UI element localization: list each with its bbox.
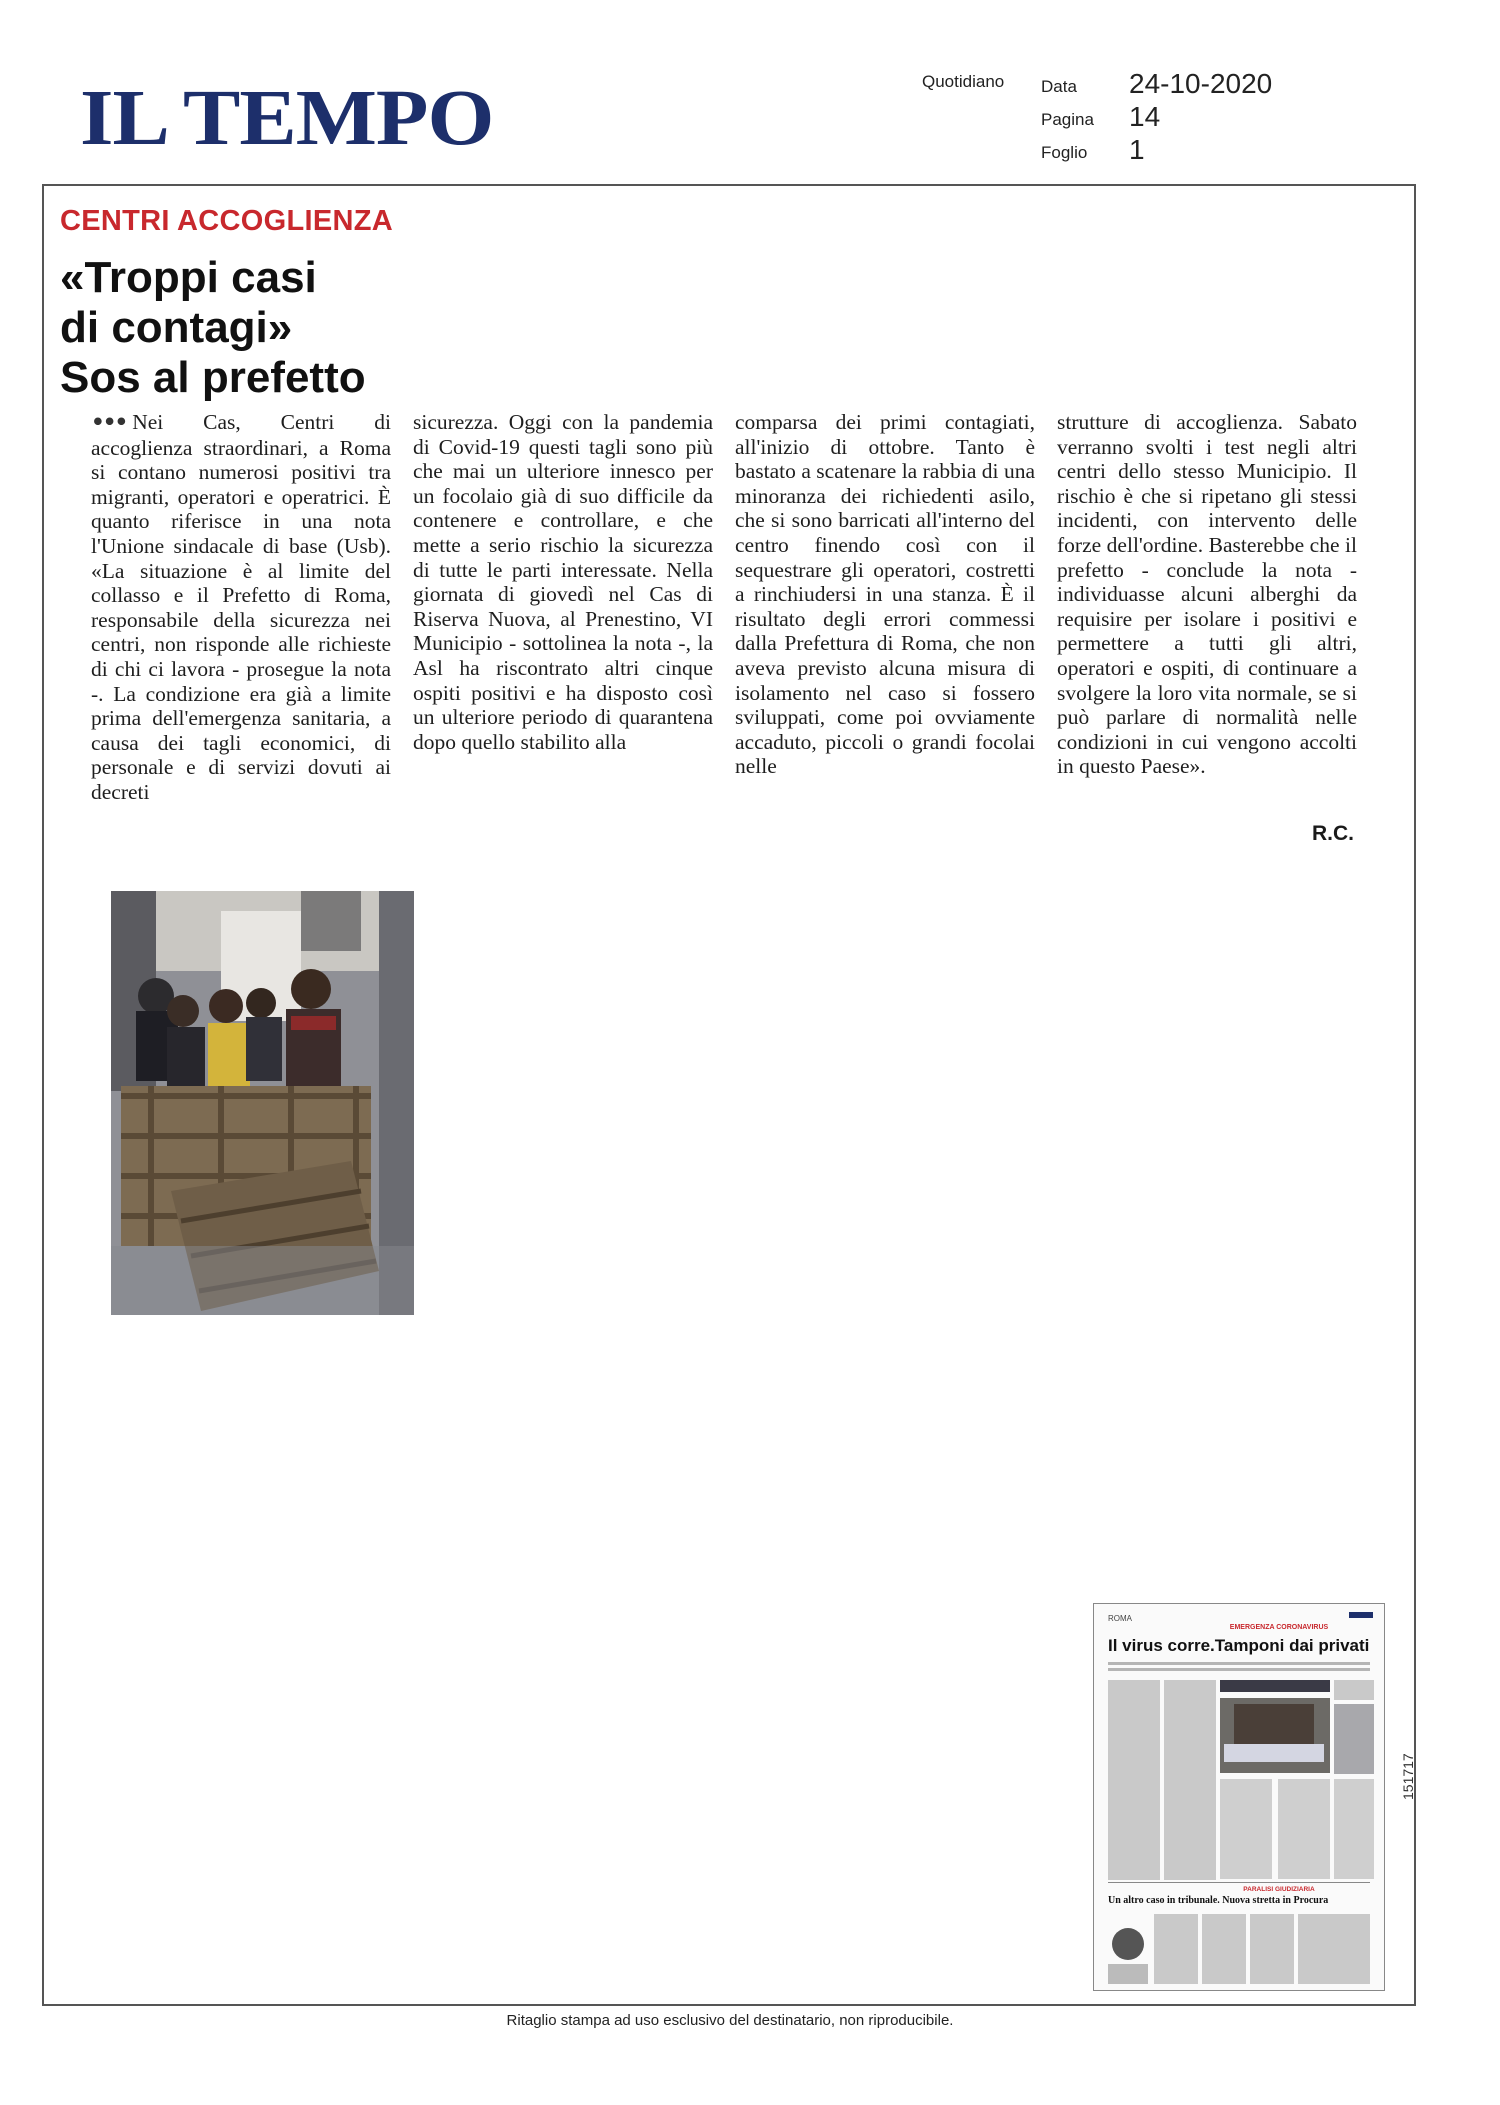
reproduction-notice: Ritaglio stampa ad uso esclusivo del destinatario, non riproducibile. xyxy=(506,2012,954,2029)
thumbnail-headline: Il virus corre.Tamponi dai privati xyxy=(1108,1636,1370,1655)
headline-line: «Troppi casi xyxy=(60,253,317,302)
article-headline xyxy=(60,253,440,403)
masthead-logo: IL TEMPO xyxy=(80,73,494,162)
article-column-3 xyxy=(735,410,1035,779)
page-thumbnail xyxy=(1093,1603,1385,1991)
thumbnail-sub-headline: Un altro caso in tribunale. Nuova stretta in Procura xyxy=(1108,1895,1329,1906)
date-label: Data xyxy=(1041,77,1077,96)
sheet-value: 1 xyxy=(1129,134,1145,165)
document-code: 151717 xyxy=(1400,1753,1416,1800)
column-text: strutture di accoglienza. Sabato verranno svolti i test negli altri centri dello stesso Municipio. Il rischio è che si ripetano gli stessi incidenti, con intervento delle forze dell'ordine. Basterebbe che il prefetto - conclude la nota - individuasse alcuni alberghi da requisire per isolare i positivi e permettere a tutti gli altri, operatori e ospiti, di continuare a svolgere la loro vita normale, se si può parlare di normalità nelle condizioni in cui vengono accolti in questo Paese». xyxy=(1057,410,1357,779)
column-text: Nei Cas, Centri di accoglienza straordinari, a Roma si contano numerosi positivi tra migranti, operatori e operatrici. È quanto riferisce in una nota l'Unione sindacale di base (Usb). «La situazione è al limite del collasso e il Prefetto di Roma, responsabile della sicurezza nei centri, non risponde alle richieste di chi ci lavora - prosegue la nota -. La condizione era già a limite prima dell'emergenza sanitaria, a causa dei tagli economici, di personale e di servizi dovuti ai decreti xyxy=(91,410,391,804)
author-signature: R.C. xyxy=(1312,822,1354,845)
article-photo xyxy=(111,891,414,1315)
article-column-2 xyxy=(413,410,713,754)
publication-type: Quotidiano xyxy=(922,72,1005,91)
column-text: sicurezza. Oggi con la pandemia di Covid-19 questi tagli sono più che mai un ulteriore innesco per un focolaio già di suo difficile da contenere e controllare, e che mette a serio rischio la sicurezza di tutte le parti interessate. Nella giornata di giovedì nel Cas di Riserva Nuova, al Prenestino, VI Municipio - sottolinea la nota -, la Asl ha riscontrato altri cinque ospiti positivi e ha disposto così un ulteriore periodo di quarantena dopo quello stabilito alla xyxy=(413,410,713,754)
article-column-4 xyxy=(1057,410,1357,779)
page-label: Pagina xyxy=(1041,110,1094,129)
article-column-1 xyxy=(91,410,391,805)
thumbnail-sub-kicker: PARALISI GIUDIZIARIA xyxy=(1243,1886,1315,1893)
thumbnail-section: ROMA xyxy=(1108,1614,1132,1623)
headline-line: di contagi» xyxy=(60,303,293,352)
thumbnail-kicker: EMERGENZA CORONAVIRUS xyxy=(1229,1624,1329,1631)
column-text: comparsa dei primi contagiati, all'inizio di ottobre. Tanto è bastato a scatenare la rabbia di una minoranza dei richiedenti asilo, che si sono barricati all'interno del centro finendo così con il sequestrare gli operatori, costretti a rinchiudersi in una stanza. È il risultato degli errori commessi dalla Prefettura di Roma, che non aveva previsto alcuna misura di isolamento nel caso si fossero sviluppati, come poi ovviamente accaduto, piccoli o grandi focolai nelle xyxy=(735,410,1035,779)
date-value: 24-10-2020 xyxy=(1129,68,1273,99)
sheet-label: Foglio xyxy=(1041,143,1088,162)
page-value: 14 xyxy=(1129,101,1161,132)
lead-marker: ••• xyxy=(91,410,127,435)
headline-line: Sos al prefetto xyxy=(60,353,366,402)
article-kicker: CENTRI ACCOGLIENZA xyxy=(60,205,393,237)
